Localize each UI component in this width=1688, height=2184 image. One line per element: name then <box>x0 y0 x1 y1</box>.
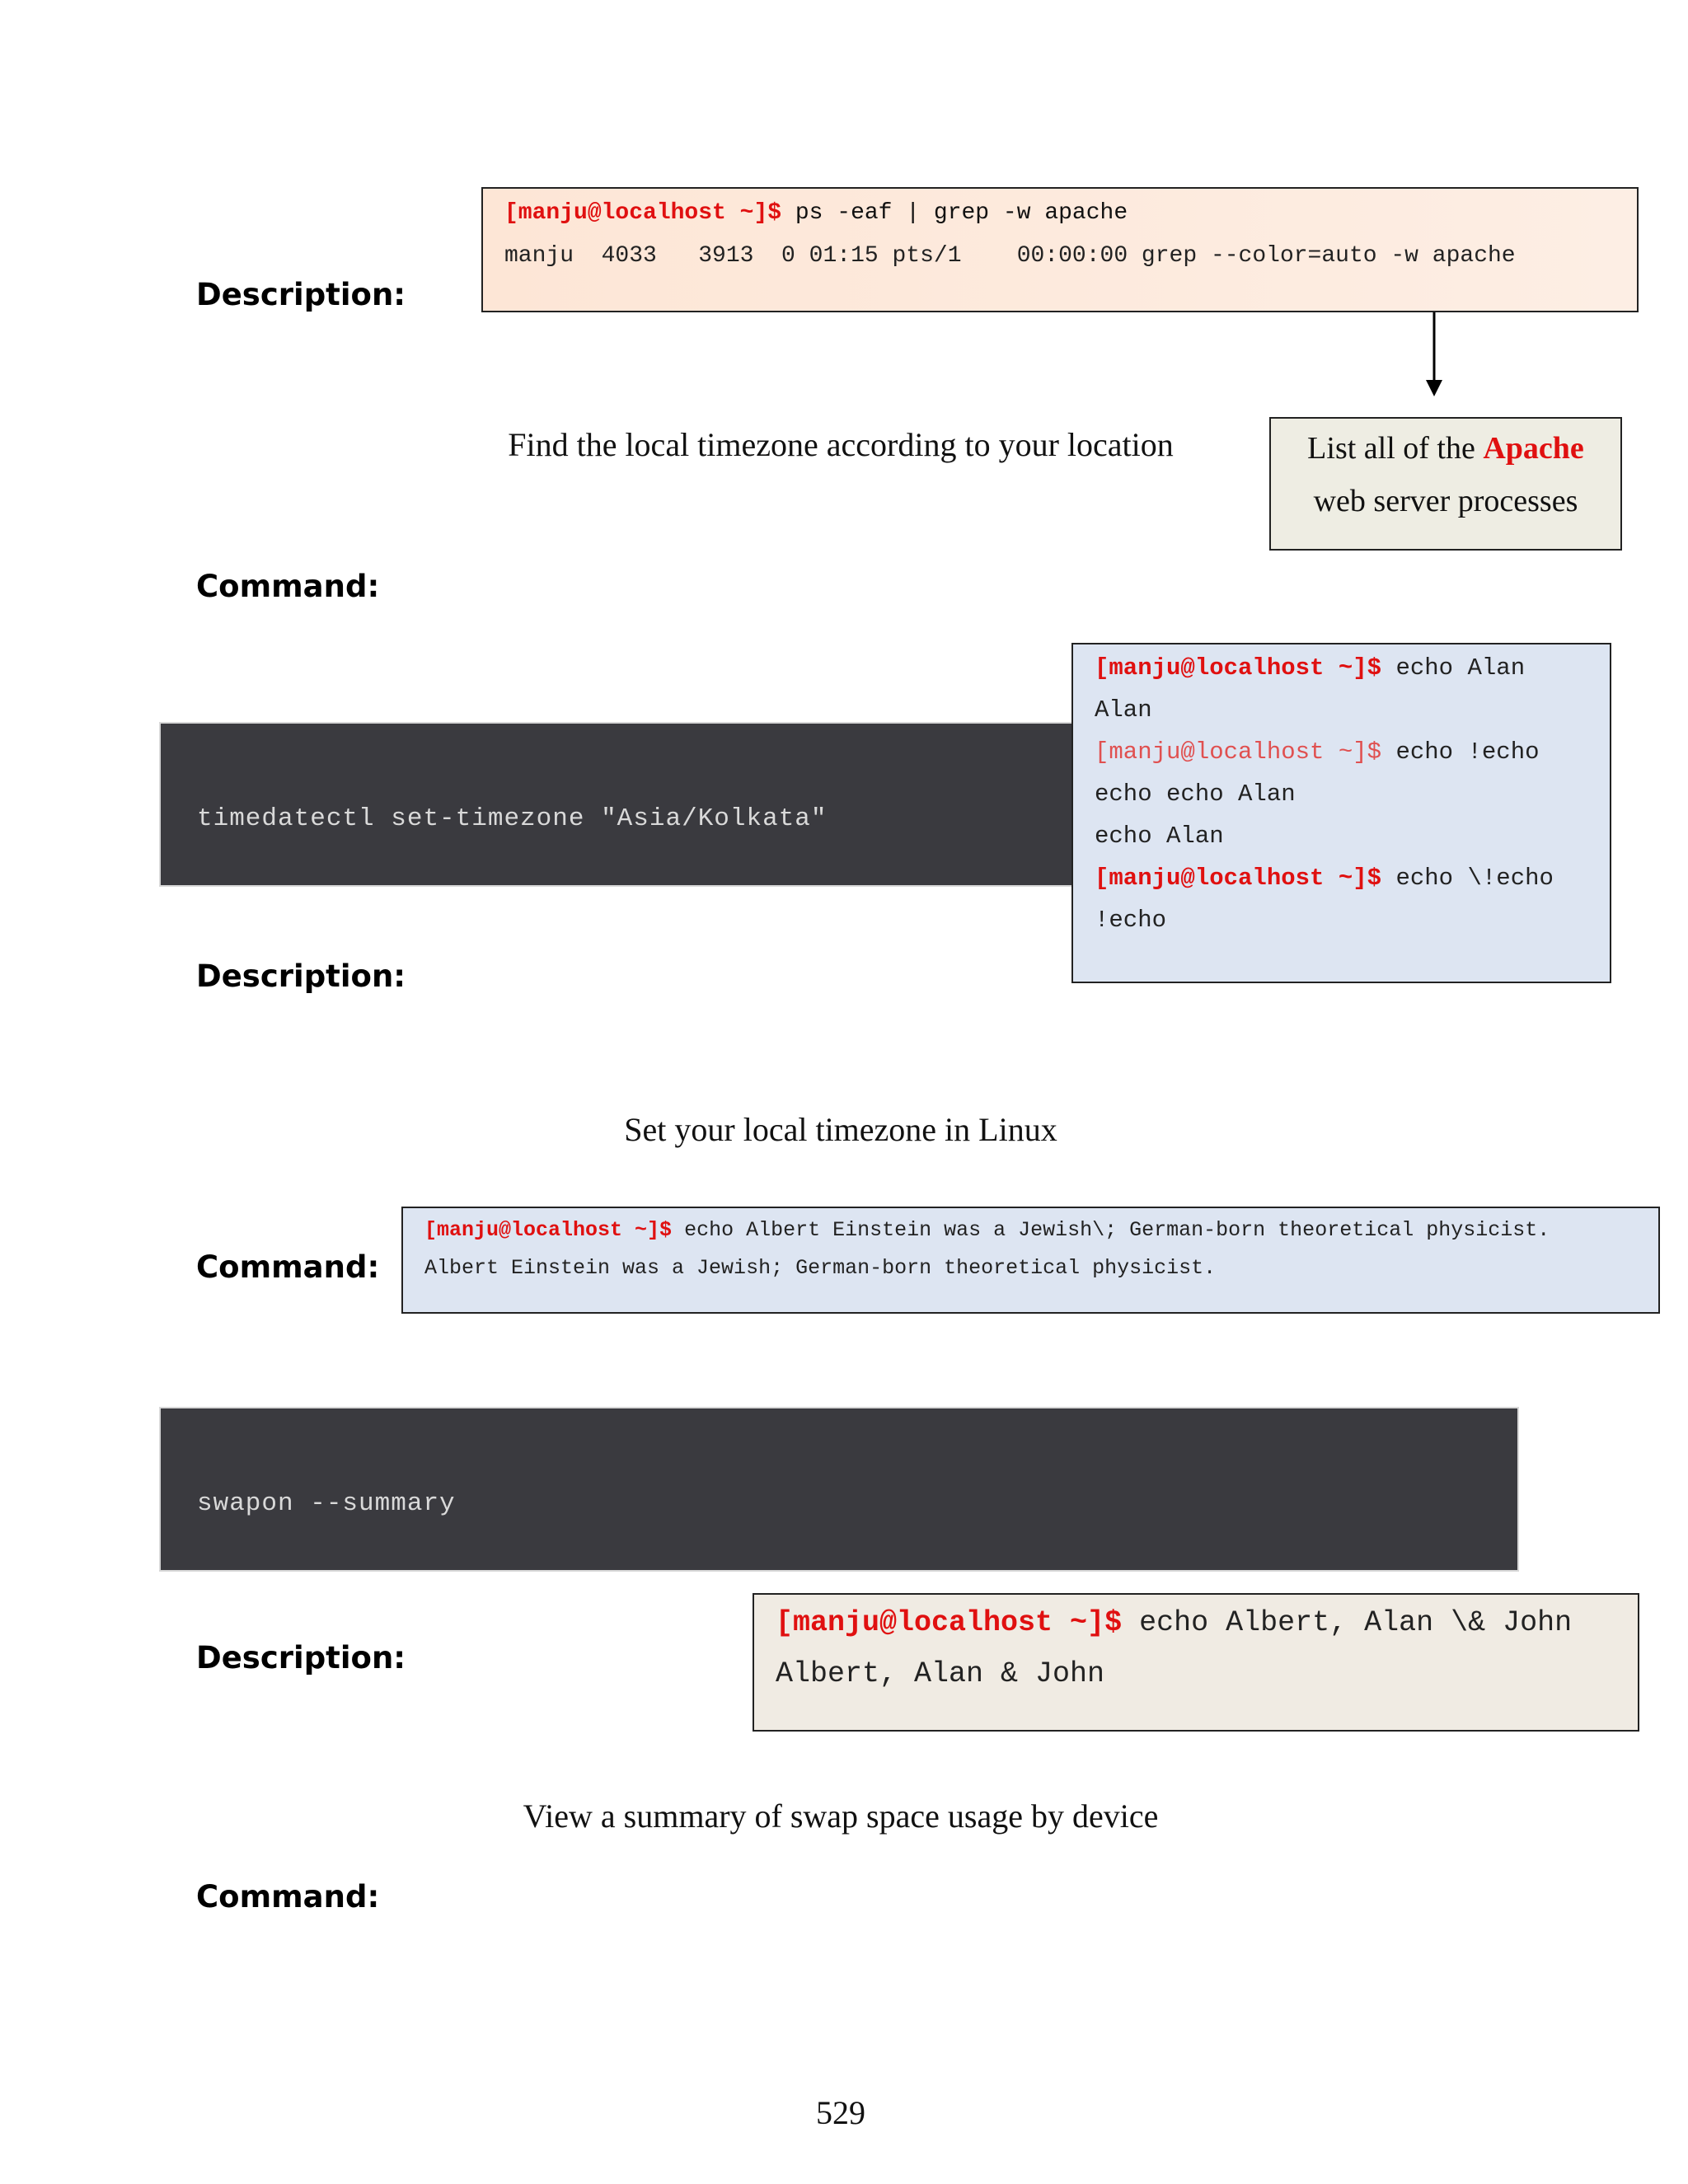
swap-description: View a summary of swap space usage by device <box>523 1797 1159 1835</box>
apache-terminal <box>481 187 1639 312</box>
apache-command-line <box>504 200 1128 226</box>
history-line-4: echo echo Alan <box>1095 780 1296 808</box>
apache-callout-line1 <box>1271 430 1620 466</box>
einstein-command: echo Albert Einstein was a Jewish\; German-born theoretical physicist. <box>672 1218 1550 1242</box>
history-text-6: echo \!echo <box>1381 865 1554 892</box>
einstein-output: Albert Einstein was a Jewish; German-born theoretical physicist. <box>424 1256 1217 1280</box>
history-terminal <box>1071 643 1611 983</box>
timezone-find-description: Find the local timezone according to your location <box>508 426 1174 463</box>
history-text-1: echo Alan <box>1381 654 1526 682</box>
albert-command: echo Albert, Alan \& John <box>1122 1606 1573 1639</box>
history-line-5: echo Alan <box>1095 823 1224 850</box>
apache-callout-highlight: Apache <box>1483 431 1584 466</box>
albert-command-line <box>776 1606 1572 1639</box>
arrow-down-icon <box>1418 312 1451 398</box>
history-line-3 <box>1095 738 1540 766</box>
albert-prompt: [manju@localhost ~]$ <box>776 1606 1123 1639</box>
einstein-command-line <box>424 1218 1550 1242</box>
timezone-set-description: Set your local timezone in Linux <box>624 1111 1057 1148</box>
command-label-1: Command: <box>196 569 380 604</box>
history-text-3: echo !echo <box>1381 738 1540 766</box>
page-number: 529 <box>816 2094 865 2131</box>
einstein-terminal <box>401 1207 1660 1314</box>
apache-callout-prefix: List all of the <box>1307 431 1484 466</box>
history-line-2: Alan <box>1095 696 1152 724</box>
description-label-1: Description: <box>196 277 406 312</box>
apache-command: ps -eaf | grep -w apache <box>781 200 1128 226</box>
swap-command: swapon --summary <box>197 1489 456 1518</box>
swap-command-block <box>159 1407 1519 1572</box>
history-prompt-6: [manju@localhost ~]$ <box>1095 865 1382 892</box>
einstein-prompt: [manju@localhost ~]$ <box>424 1218 673 1242</box>
history-line-1 <box>1095 654 1525 682</box>
apache-callout <box>1269 417 1622 551</box>
albert-output: Albert, Alan & John <box>776 1657 1105 1690</box>
description-label-2: Description: <box>196 958 406 994</box>
description-label-3: Description: <box>196 1640 406 1675</box>
history-line-6 <box>1095 865 1554 892</box>
history-line-7: !echo <box>1095 907 1167 934</box>
apache-output: manju 4033 3913 0 01:15 pts/1 00:00:00 grep --color=auto -w apache <box>504 243 1516 269</box>
history-prompt-1: [manju@localhost ~]$ <box>1095 654 1382 682</box>
apache-callout-line2: web server processes <box>1313 484 1578 518</box>
command-label-2: Command: <box>196 1249 380 1285</box>
timezone-command: timedatectl set-timezone "Asia/Kolkata" <box>197 804 828 833</box>
albert-terminal <box>753 1593 1639 1732</box>
timezone-command-block <box>159 722 1074 887</box>
command-label-3: Command: <box>196 1879 380 1915</box>
history-prompt-3: [manju@localhost ~]$ <box>1095 738 1382 766</box>
apache-prompt: [manju@localhost ~]$ <box>504 200 782 226</box>
